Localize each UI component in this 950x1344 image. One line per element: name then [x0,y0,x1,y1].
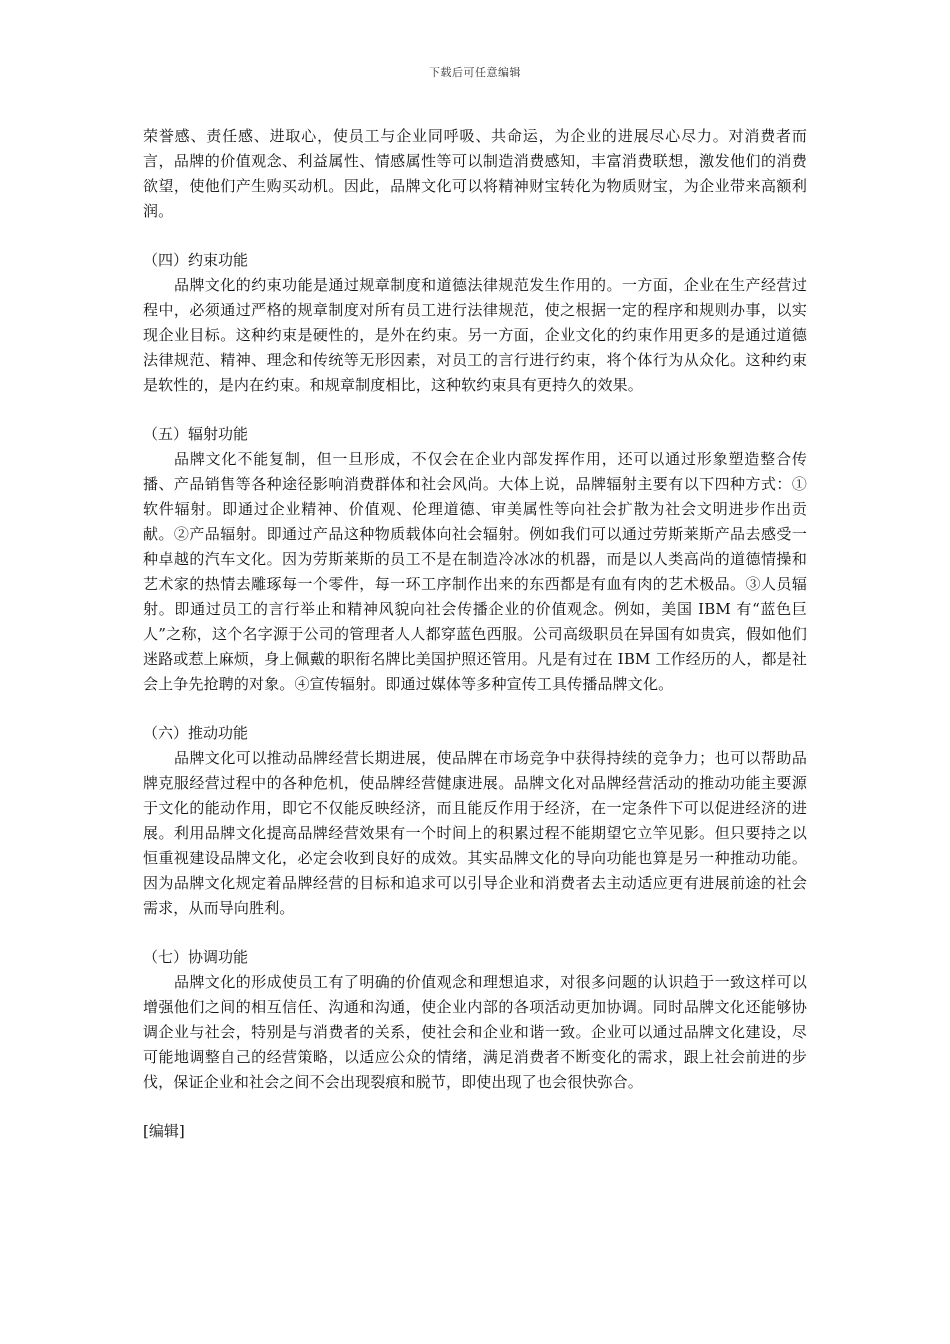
intro-paragraph: 荣誉感、责任感、进取心，使员工与企业同呼吸、共命运，为企业的进展尽心尽力。对消费者而言，品牌的价值观念、利益属性、情感属性等可以制造消费感知，丰富消费联想，激发他们的消费欲望，使他们产生购买动机。因此，品牌文化可以将精神财宝转化为物质财宝，为企业带来高额利润。 [143,127,807,220]
section-text-constraint: 品牌文化的约束功能是通过规章制度和道德法律规范发生作用的。一方面，企业在生产经营过程中，必须通过严格的规章制度对所有员工进行法律规范，使之根据一定的程序和规则办事，以实现企业目标。这种约束是硬性的，是外在约束。另一方面，企业文化的约束作用更多的是通过道德法律规范、精神、理念和传统等无形因素，对员工的言行进行约束，将个体行为从众化。这种约束是软性的，是内在约束。和规章制度相比，这种软约束具有更持久的效果。 [143,276,807,394]
section-text-promotion: 品牌文化可以推动品牌经营长期进展，使品牌在市场竞争中获得持续的竞争力；也可以帮助品牌克服经营过程中的各种危机，使品牌经营健康进展。品牌文化对品牌经营活动的推动功能主要源于文化的能动作用，即它不仅能反映经济，而且能反作用于经济，在一定条件下可以促进经济的进展。利用品牌文化提高品牌经营效果有一个时间上的积累过程不能期望它立竿见影。但只要持之以恒重视建设品牌文化，必定会收到良好的成效。其实品牌文化的导向功能也算是另一种推动功能。因为品牌文化规定着品牌经营的目标和追求可以引导企业和消费者去主动适应更有进展前途的社会需求，从而导向胜利。 [143,749,807,917]
section-heading-promotion: （六）推动功能 [143,724,249,742]
section-text-coordination: 品牌文化的形成使员工有了明确的价值观念和理想追求，对很多问题的认识趋于一致这样可以增强他们之间的相互信任、沟通和沟通，使企业内部的各项活动更加协调。同时品牌文化还能够协调企业与社会，特别是与消费者的关系，使社会和企业和谐一致。企业可以通过品牌文化建设，尽可能地调整自己的经营策略，以适应公众的情绪，满足消费者不断变化的需求，跟上社会前进的步伐，保证企业和社会之间不会出现裂痕和脱节，即使出现了也会很快弥合。 [143,973,807,1091]
section-heading-radiation: （五）辐射功能 [143,425,249,443]
section-heading-constraint: （四）约束功能 [143,251,249,269]
edit-link[interactable]: [编辑] [143,1122,185,1140]
document-body [143,124,807,1144]
section-heading-coordination: （七）协调功能 [143,948,249,966]
section-text-radiation: 品牌文化不能复制，但一旦形成，不仅会在企业内部发挥作用，还可以通过形象塑造整合传播、产品销售等各种途径影响消费群体和社会风尚。大体上说，品牌辐射主要有以下四种方式：①软件辐射。即通过企业精神、价值观、伦理道德、审美属性等向社会扩散为社会文明进步作出贡献。②产品辐射。即通过产品这种物质载体向社会辐射。例如我们可以通过劳斯莱斯产品去感受一种卓越的汽车文化。因为劳斯莱斯的员工不是在制造冷冰冰的机器，而是以人类高尚的道德情操和艺术家的热情去雕琢每一个零件，每一环工序制作出来的东西都是有血有肉的艺术极品。③人员辐射。即通过员工的言行举止和精神风貌向社会传播企业的价值观念。例如，美国 IBM 有“蓝色巨人”之称，这个名字源于公司的管理者人人都穿蓝色西服。公司高级职员在异国有如贵宾，假如他们迷路或惹上麻烦，身上佩戴的职衔名牌比美国护照还管用。凡是有过在 IBM 工作经历的人，都是社会上争先抢聘的对象。④宣传辐射。即通过媒体等多种宣传工具传播品牌文化。 [143,450,807,693]
page-header: 下载后可任意编辑 [429,66,521,79]
